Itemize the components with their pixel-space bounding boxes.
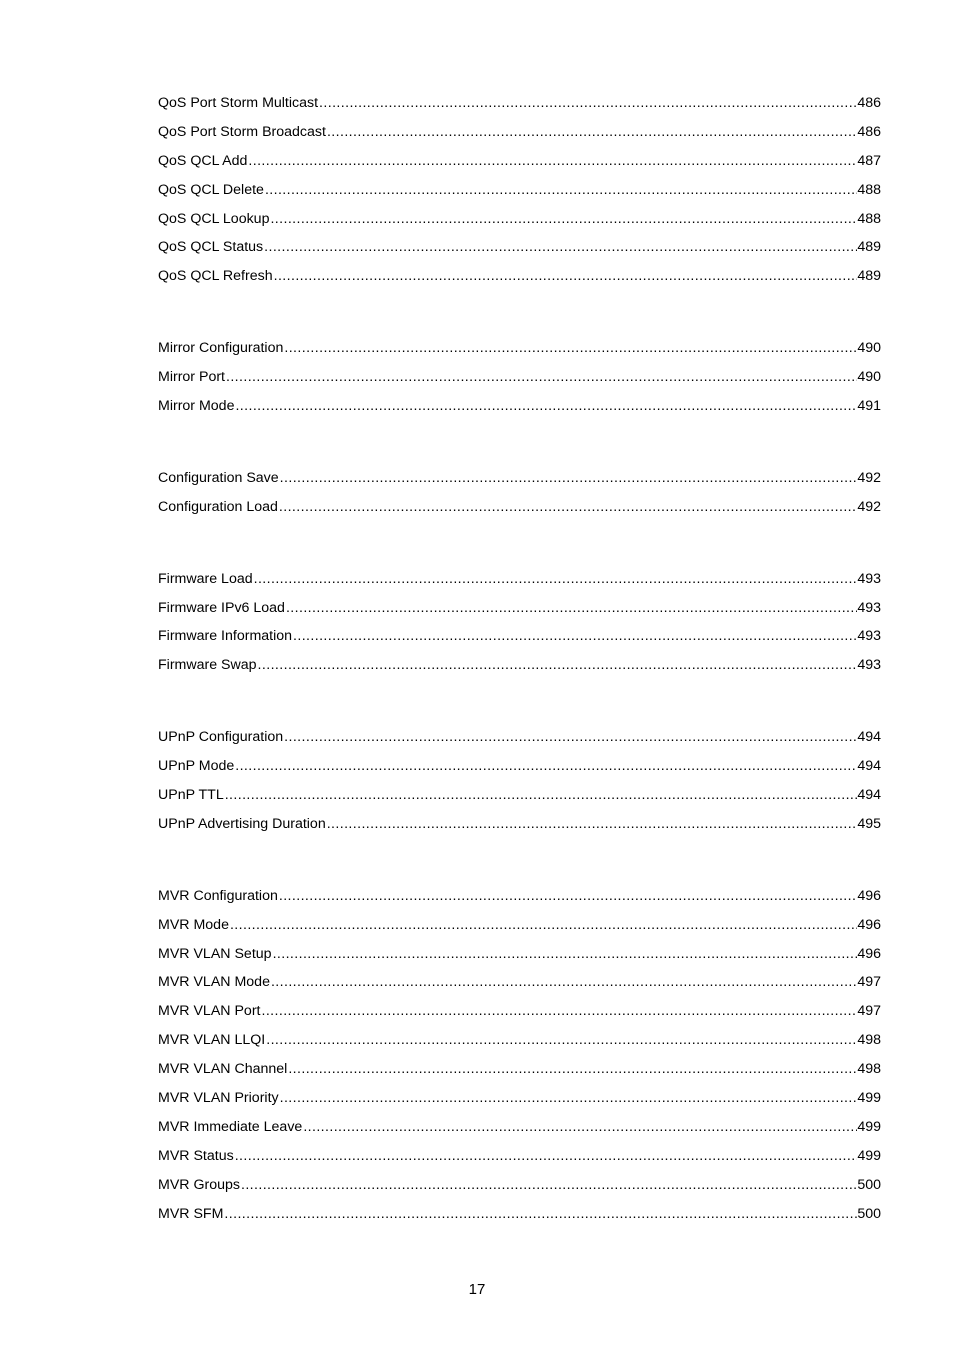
toc-entry-link[interactable]	[158, 262, 881, 291]
toc-entry-page-number: 491	[857, 398, 881, 415]
toc-entry-page-number: 499	[857, 1147, 881, 1164]
toc-entry-title: QoS Port Storm Multicast	[158, 95, 319, 111]
toc-entry-page-number: 498	[857, 1061, 881, 1078]
toc-entry-page-number: 486	[857, 123, 881, 140]
toc-entry-page-number: 496	[857, 945, 881, 962]
toc-entry-title: MVR Immediate Leave	[158, 1118, 303, 1135]
toc-entry-title: Mirror Port	[158, 369, 225, 386]
toc-entry-title: UPnP Mode	[158, 758, 235, 775]
toc-entry-title: QoS QCL Delete	[158, 181, 264, 198]
toc-entry-link[interactable]	[158, 1142, 881, 1171]
toc-entry-page-number: 493	[857, 599, 881, 616]
toc-entry-link[interactable]	[158, 176, 881, 205]
toc-entry-page-number: 487	[857, 152, 881, 169]
toc-entry-title: Mirror Mode	[158, 398, 235, 415]
dot-leader	[273, 262, 858, 291]
toc-entry-link[interactable]	[158, 493, 881, 522]
toc-entry-link[interactable]	[158, 233, 881, 262]
toc-entry-title: UPnP Configuration	[158, 729, 284, 746]
toc-entry-link[interactable]	[158, 1200, 881, 1229]
toc-entry-page-number: 493	[857, 570, 881, 587]
toc-entry-title: MVR VLAN Port	[158, 1003, 261, 1020]
toc-entry-link[interactable]	[158, 205, 881, 234]
toc-entry-page-number: 495	[857, 815, 881, 832]
dot-leader	[283, 334, 857, 363]
toc-entry-page-number: 496	[857, 887, 881, 904]
toc-entry-title: MVR VLAN Channel	[158, 1061, 288, 1078]
dot-leader	[326, 118, 857, 147]
toc-entry-link[interactable]	[158, 940, 881, 969]
toc-entry-page-number: 494	[857, 729, 881, 746]
dot-leader	[225, 363, 857, 392]
dot-leader	[287, 1055, 857, 1084]
toc-entry-title: QoS QCL Status	[158, 239, 264, 256]
toc-entry-link[interactable]	[158, 1055, 881, 1084]
toc-entry-link[interactable]	[158, 118, 881, 147]
dot-leader	[223, 1200, 857, 1229]
toc-entry-page-number: 497	[857, 1003, 881, 1020]
toc-entry-title: MVR VLAN LLQI	[158, 1032, 266, 1049]
dot-leader	[292, 622, 857, 651]
toc-entry-title: MVR VLAN Setup	[158, 945, 272, 962]
dot-leader	[253, 565, 858, 594]
dot-leader	[257, 651, 858, 680]
toc-entry-link[interactable]	[158, 752, 881, 781]
toc-entry-title: QoS Port Storm Broadcast	[158, 123, 326, 140]
toc-entry-page-number: 500	[857, 1176, 881, 1193]
toc-entry-title: QoS QCL Lookup	[158, 210, 270, 227]
toc-entry-title: Firmware Swap	[158, 657, 257, 674]
toc-entry-title: MVR VLAN Priority	[158, 1090, 279, 1107]
toc-entry-title: UPnP TTL	[158, 787, 224, 804]
toc-entry-page-number: 488	[857, 181, 881, 198]
toc-entry-link[interactable]	[158, 464, 881, 493]
toc-entry-link[interactable]	[158, 363, 881, 392]
toc-entry-title: MVR Status	[158, 1147, 234, 1164]
dot-leader	[278, 882, 857, 911]
toc-entry-link[interactable]	[158, 997, 881, 1026]
toc-entry-link[interactable]	[158, 1084, 881, 1113]
toc-entry-title: MVR SFM	[158, 1205, 224, 1222]
toc-section	[158, 723, 881, 839]
toc-entry-link[interactable]	[158, 565, 881, 594]
toc-entry-title: MVR Configuration	[158, 887, 278, 904]
toc-section	[158, 89, 881, 291]
toc-entry-page-number: 497	[857, 974, 881, 991]
toc-section	[158, 464, 881, 522]
dot-leader	[279, 1084, 858, 1113]
toc-entry-link[interactable]	[158, 89, 881, 118]
toc-entry-link[interactable]	[158, 147, 881, 176]
dot-leader	[247, 147, 857, 176]
toc-entry-link[interactable]	[158, 810, 881, 839]
dot-leader	[229, 911, 857, 940]
toc-section	[158, 882, 881, 1229]
toc-entry-title: MVR VLAN Mode	[158, 974, 270, 991]
dot-leader	[224, 781, 858, 810]
dot-leader	[264, 176, 857, 205]
toc-entry-link[interactable]	[158, 1026, 881, 1055]
toc-entry-link[interactable]	[158, 651, 881, 680]
dot-leader	[270, 968, 857, 997]
toc-entry-page-number: 499	[857, 1090, 881, 1107]
dot-leader	[265, 1026, 857, 1055]
toc-entry-link[interactable]	[158, 882, 881, 911]
toc-entry-link[interactable]	[158, 1113, 881, 1142]
toc-entry-page-number: 500	[857, 1205, 881, 1222]
toc-entry-page-number: 486	[857, 95, 881, 111]
toc-entry-page-number: 493	[857, 657, 881, 674]
dot-leader	[240, 1171, 857, 1200]
toc-entry-link[interactable]	[158, 334, 881, 363]
dot-leader	[234, 392, 857, 421]
toc-entry-title: Firmware Information	[158, 628, 293, 645]
dot-leader	[278, 493, 857, 522]
toc-section	[158, 565, 881, 681]
dot-leader	[279, 464, 858, 493]
toc-entry-title: Mirror Configuration	[158, 340, 284, 357]
dot-leader	[285, 594, 857, 623]
toc-entry-link[interactable]	[158, 968, 881, 997]
toc-entry-link[interactable]	[158, 911, 881, 940]
dot-leader	[234, 752, 857, 781]
toc-entry-page-number: 490	[857, 369, 881, 386]
toc-entry-title: Configuration Save	[158, 469, 279, 486]
toc-entry-page-number: 490	[857, 340, 881, 357]
dot-leader	[302, 1113, 857, 1142]
toc-entry-title: Firmware Load	[158, 570, 253, 587]
toc-entry-page-number: 496	[857, 916, 881, 933]
dot-leader	[261, 997, 858, 1026]
dot-leader	[326, 810, 858, 839]
toc-entry-page-number: 488	[857, 210, 881, 227]
toc-entry-page-number: 498	[857, 1032, 881, 1049]
toc-entry-title: MVR Mode	[158, 916, 229, 933]
toc-entry-link[interactable]	[158, 594, 881, 623]
toc-entry-link[interactable]	[158, 781, 881, 810]
toc-entry-title: QoS QCL Refresh	[158, 268, 273, 285]
toc-entry-title: UPnP Advertising Duration	[158, 815, 326, 832]
toc-entry-link[interactable]	[158, 392, 881, 421]
toc-entry-page-number: 494	[857, 758, 881, 775]
page-number: 17	[468, 1281, 486, 1298]
toc-entry-link[interactable]	[158, 723, 881, 752]
toc-entry-page-number: 494	[857, 787, 881, 804]
dot-leader	[272, 940, 858, 969]
toc-entry-page-number: 492	[857, 498, 881, 515]
dot-leader	[283, 723, 857, 752]
toc-entry-page-number: 499	[857, 1118, 881, 1135]
toc-entry-page-number: 489	[857, 268, 881, 285]
dot-leader	[318, 89, 857, 118]
dot-leader	[263, 233, 857, 262]
toc-entry-page-number: 489	[857, 239, 881, 256]
toc-entry-page-number: 492	[857, 469, 881, 486]
toc-entry-link[interactable]	[158, 1171, 881, 1200]
toc-entry-title: QoS QCL Add	[158, 152, 248, 169]
toc-entry-link[interactable]	[158, 622, 881, 651]
dot-leader	[269, 205, 857, 234]
toc-entry-page-number: 493	[857, 628, 881, 645]
dot-leader	[234, 1142, 858, 1171]
toc-entry-title: MVR Groups	[158, 1176, 240, 1193]
table-of-contents	[158, 89, 881, 1229]
toc-entry-title: Configuration Load	[158, 498, 278, 515]
toc-entry-title: Firmware IPv6 Load	[158, 599, 285, 616]
toc-section	[158, 334, 881, 421]
